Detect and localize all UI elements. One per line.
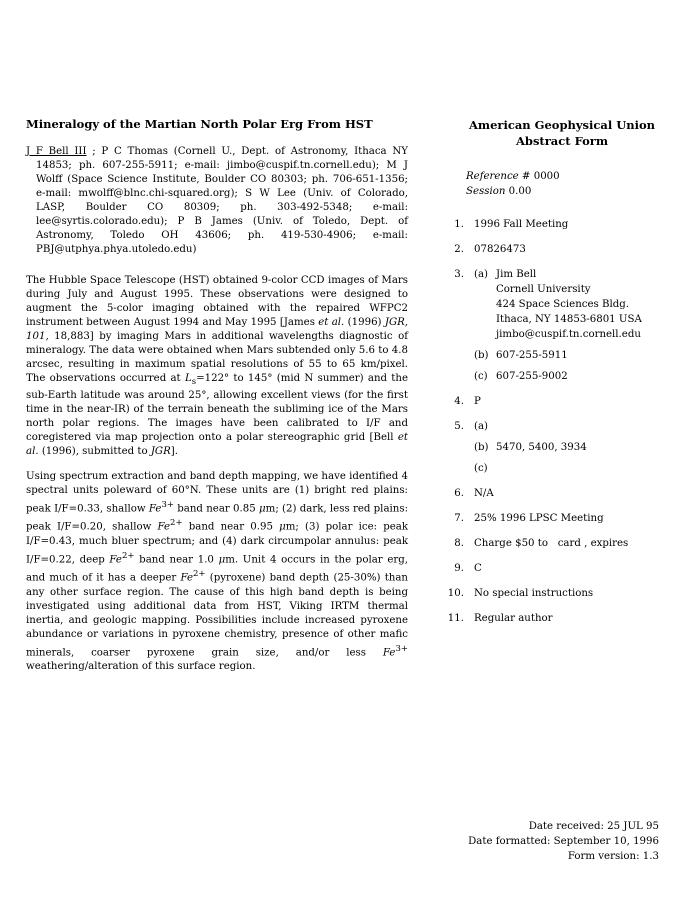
item-number: 5.	[454, 421, 464, 432]
text-run: band near 1.0	[134, 554, 219, 566]
contact-address	[474, 267, 682, 342]
text-run: 3+	[161, 500, 174, 511]
text-run: 2+	[170, 518, 183, 529]
text-run: Using spectrum extraction and band depth mapping, we have identified 4 spectral units poleward of 60°N. These units are (1) bright red plains: peak I/F=0.33, shallow	[26, 471, 408, 515]
abstract-paragraph-2	[26, 470, 408, 674]
phone-number: 607-255-5911	[496, 350, 568, 361]
text-run: Fe	[180, 572, 194, 584]
form-subtitle: Abstract Form	[515, 134, 608, 148]
item-value: P	[474, 396, 481, 407]
text-run: =122° to 145° (mid N summer) and the sub-Earth latitude was around 25°, allowing excellent views (for the first time in the near-IR) of the terrain beneath the subliming ice of the Mars north polar regions. The images have been calibrated to I/F and coregistered via map projection onto a polar stereographic grid [Bell	[26, 373, 408, 444]
form-items	[442, 217, 682, 626]
sub-value	[496, 421, 499, 432]
item-number: 9.	[454, 563, 464, 574]
sub-item-b	[474, 440, 682, 455]
text-run: μ	[259, 503, 266, 515]
item-value: N/A	[474, 488, 494, 499]
sub-label: (b)	[474, 442, 489, 453]
sub-label: (c)	[474, 463, 488, 474]
form-header	[442, 117, 682, 149]
fax-number: 607-255-9002	[496, 371, 568, 382]
session-label: Session	[466, 186, 509, 197]
address-line: 424 Space Sciences Bldg.	[496, 299, 629, 310]
reference-value: 0000	[533, 171, 560, 182]
item-value: Regular author	[474, 613, 553, 624]
item-value: 07826473	[474, 244, 526, 255]
agu-title: American Geophysical Union	[468, 118, 655, 132]
item-value: 25% 1996 LPSC Meeting	[474, 513, 604, 524]
text-run: m; (3) polar ice: peak I/F=0.43, much bluer spectrum; and (4) dark circumpolar annulus: peak I/F=0.22, deep	[26, 521, 408, 566]
date-received: Date received: 25 JUL 95	[528, 821, 659, 832]
address-line: Ithaca, NY 14853-6801 USA	[496, 314, 642, 325]
text-run: JGR	[150, 446, 171, 458]
text-run: ].	[170, 446, 178, 458]
sub-item-a	[474, 419, 682, 434]
text-run: m; (2) dark, less red plains: peak I/F=0.20, shallow	[26, 503, 408, 533]
text-run: m. Unit 4 occurs in the polar erg, and much of it has a deeper	[26, 554, 408, 584]
email-address: jimbo@cuspif.tn.cornell.edu	[496, 329, 641, 340]
author-list	[26, 145, 408, 257]
sub-value: 5470, 5400, 3934	[496, 442, 587, 453]
item-number: 1.	[454, 219, 464, 230]
form-item-7	[442, 511, 682, 526]
text-run: μ	[279, 521, 286, 533]
text-run: L	[184, 373, 192, 384]
session-line	[466, 184, 682, 199]
abstract-paragraph-1	[26, 274, 408, 459]
form-footer	[468, 819, 659, 864]
text-run: Fe	[109, 554, 122, 566]
text-run: 2+	[193, 569, 206, 580]
sub-label: (c)	[474, 371, 488, 382]
abstract-title: Mineralogy of the Martian North Polar Erg From HST	[26, 117, 373, 131]
text-run: s	[191, 377, 197, 388]
reference-label: Reference #	[466, 171, 534, 182]
item-number: 8.	[454, 538, 464, 549]
item-number: 10.	[447, 588, 464, 599]
abstract-column	[26, 117, 408, 685]
text-run: μ	[218, 554, 226, 566]
item-number: 4.	[454, 396, 464, 407]
form-item-2	[442, 242, 682, 257]
item-value: C	[474, 563, 482, 574]
text-run: band near 0.95	[182, 521, 280, 533]
item-number: 2.	[454, 244, 464, 255]
address-line: Jim Bell	[496, 269, 537, 280]
sub-value	[496, 463, 499, 474]
reference-line	[466, 169, 682, 184]
item-value: Charge $50 to card , expires	[474, 538, 629, 549]
item-number: 11.	[447, 613, 464, 624]
text-run: weathering/alteration of this surface region.	[26, 660, 256, 672]
text-run: et al.	[318, 317, 345, 328]
form-version: Form version: 1.3	[567, 851, 659, 862]
text-run: (1996), submitted to	[38, 446, 151, 458]
text-run: et al.	[26, 432, 408, 458]
sub-label: (b)	[474, 350, 489, 361]
item-value: 1996 Fall Meeting	[474, 219, 569, 230]
text-run: Fe	[382, 646, 396, 658]
contact-fax	[474, 369, 682, 384]
form-column	[442, 117, 682, 636]
text-run: Fe	[148, 503, 162, 515]
item-number: 6.	[454, 488, 464, 499]
form-item-9	[442, 561, 682, 576]
form-item-3	[442, 267, 682, 384]
text-run: band near 0.85	[173, 503, 260, 515]
form-item-6	[442, 486, 682, 501]
form-item-4	[442, 394, 682, 409]
contact-phone	[474, 348, 682, 363]
address-line: Cornell University	[496, 284, 591, 295]
form-item-10	[442, 586, 682, 601]
text-run: (1996)	[344, 317, 385, 328]
text-run: The Hubble Space Telescope (HST) obtained 9-color CCD images of Mars during July and August 1995. These observations were designed to augment the 5-color imaging obtained with the repaired WFPC2 instrument between August 1994 and May 1995 [James	[26, 275, 408, 328]
item-number: 3.	[454, 269, 464, 280]
text-run: (pyroxene) band depth (25-30%) than any other surface region. The cause of this high band depth is being investigated using additional data from HST, Viking IRTM thermal inertia, and geologic mapping. Possibilities include increased pyroxene abundance or variations in pyroxene chemistry, presence of other mafic minerals, coarser pyroxene grain size, and/or less	[26, 572, 408, 658]
text-run: 18,883] by imaging Mars in additional wavelengths diagnostic of mineralogy. The data were obtained when Mars subtended only 5.6 to 4.8 arcsec, resulting in maximum spatial resolutions of 55 to 65 km/pixel. The observations occurred at	[26, 331, 408, 384]
form-item-1	[442, 217, 682, 232]
text-run: Fe	[157, 521, 171, 533]
author-affiliations: ; P C Thomas (Cornell U., Dept. of Astronomy, Ithaca NY 14853; ph. 607-255-5911; e-mail: jimbo@cuspif.tn.cornell.edu); M J Wolff (Space Science Institute, Boulder CO 80303; ph. 706-651-1356; e-mail: mwolff@blnc.chi-squared.org); S W Lee (Univ. of Colorado, LASP, Boulder CO 80309; ph. 303-492-5348; e-mail: lee@syrtis.colorado.edu); P B James (Univ. of Toledo, Dept. of Astronomy, Toledo OH 43606; ph. 419-530-4906; e-mail: PBJ@utphya.phya.utoledo.edu)	[36, 146, 408, 255]
sub-label: (a)	[474, 269, 489, 280]
session-value: 0.00	[508, 186, 532, 197]
form-item-5	[442, 419, 682, 476]
sub-label: (a)	[474, 421, 489, 432]
date-formatted: Date formatted: September 10, 1996	[468, 836, 659, 847]
form-item-8	[442, 536, 682, 551]
text-run: 2+	[121, 550, 135, 561]
sub-item-c	[474, 461, 682, 476]
form-item-11	[442, 611, 682, 626]
first-author: J F Bell III	[26, 146, 87, 157]
text-run: JGR, 101,	[26, 317, 409, 342]
item-number: 7.	[454, 513, 464, 524]
item-value: No special instructions	[474, 588, 594, 599]
text-run: 3+	[395, 643, 408, 654]
